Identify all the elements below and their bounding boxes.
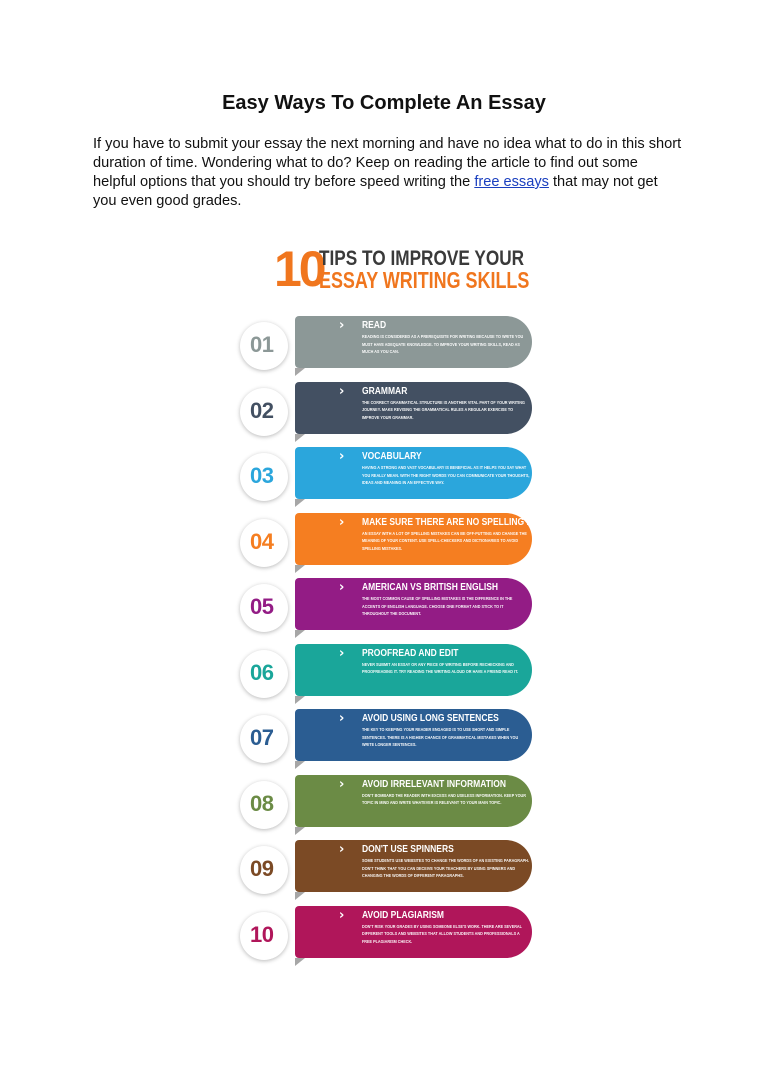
tip-title: READ: [362, 320, 387, 331]
tip-number: 04: [250, 528, 274, 554]
tip-title: MAKE SURE THERE ARE NO SPELLING MISTAKES: [362, 516, 570, 528]
tip-body: DON'T BOMBARD THE READER WITH EXCESS AND USELESS INFORMATION. KEEP YOUR TOPIC IN MIND AND WRITE WHATEVER IS RELEVANT TO YOUR MAIN TOPIC.: [362, 792, 526, 806]
tip-item: [240, 775, 535, 835]
infographic-header-number: 10: [274, 241, 324, 297]
chevron-right-icon: ›: [339, 907, 345, 923]
tip-ribbon-fold: [295, 827, 305, 835]
tip-ribbon-fold: [295, 565, 305, 573]
tip-number: 02: [250, 397, 274, 423]
tip-body: NEVER SUBMIT AN ESSAY OR ANY PIECE OF WRITING BEFORE RECHECKING AND PROOFREADING IT. TRY READING THE WRITING ALOUD OR HAVE A FRIEND READ IT.: [362, 661, 519, 675]
tip-body: DON'T RISK YOUR GRADES BY USING SOMEONE ELSE'S WORK. THERE ARE SEVERAL DIFFERENT TOOLS AND WEBSITES THAT ALLOW STUDENTS AND PROFESSIONALS A FREE PLAGIARISM CHECK.: [362, 923, 522, 944]
infographic-header-line1: TIPS TO IMPROVE YOUR: [319, 247, 525, 270]
chevron-right-icon: ›: [339, 514, 345, 530]
chevron-right-icon: ›: [339, 383, 345, 399]
tip-title: AVOID PLAGIARISM: [362, 909, 445, 921]
tip-title: AVOID USING LONG SENTENCES: [362, 713, 499, 724]
tip-item: [240, 906, 535, 966]
tip-number: 01: [250, 332, 274, 357]
tip-body: THE CORRECT GRAMMATICAL STRUCTURE IS ANOTHER VITAL PART OF YOUR WRITING JOURNEY. MAKE REVISING THE GRAMMATICAL RULES A REGULAR EXERCISE TO IMPROVE YOUR GRAMMAR.: [362, 399, 525, 420]
tip-body: SOME STUDENTS USE WEBSITES TO CHANGE THE WORDS OF AN EXISTING PARAGRAPH. DON'T THINK THAT YOU CAN DECEIVE YOUR TEACHERS BY USING SPINNERS AND CHANGING THE WORDS OF DIFFERENT PARAGRAPHS.: [362, 858, 529, 879]
tip-ribbon-fold: [295, 892, 305, 900]
tip-ribbon-fold: [295, 368, 305, 376]
infographic-header: [274, 241, 534, 298]
tip-title: PROOFREAD AND EDIT: [362, 647, 459, 659]
page-title: Easy Ways To Complete An Essay: [222, 92, 546, 114]
tip-ribbon-fold: [295, 958, 305, 966]
tip-number: 06: [250, 659, 274, 685]
tip-title: AVOID IRRELEVANT INFORMATION: [362, 778, 507, 790]
tip-title: DON'T USE SPINNERS: [362, 844, 454, 855]
tip-item: [240, 513, 570, 573]
chevron-right-icon: ›: [339, 318, 345, 333]
free-essays-link[interactable]: free essays: [474, 174, 549, 190]
tip-number: 05: [250, 594, 274, 619]
tip-number: 03: [250, 463, 274, 488]
intro-paragraph: [93, 135, 683, 211]
tip-body: THE KEY TO KEEPING YOUR READER ENGAGED IS TO USE SHORT AND SIMPLE SENTENCES. THERE IS A HIGHER CHANCE OF GRAMMATICAL MISTAKES WHEN YOU WRITE LONGER SENTENCES.: [362, 727, 519, 748]
tip-title: VOCABULARY: [362, 451, 422, 462]
tip-body: AN ESSAY WITH A LOT OF SPELLING MISTAKES CAN BE OFF-PUTTING AND CHANGE THE MEANING OF YOUR CONTENT. USE SPELL-CHECKERS AND DICTIONARIES TO AVOID SPELLING MISTAKES.: [362, 530, 527, 551]
chevron-right-icon: ›: [339, 776, 345, 792]
tip-item: [240, 447, 535, 507]
chevron-right-icon: ›: [339, 842, 345, 857]
tip-ribbon-fold: [295, 630, 305, 638]
tip-ribbon-fold: [295, 434, 305, 442]
tip-number: 10: [250, 921, 274, 947]
chevron-right-icon: ›: [339, 449, 345, 464]
tip-ribbon-fold: [295, 761, 305, 769]
intro-text-after-link: that may not get you even good grades.: [93, 174, 658, 209]
tip-title: GRAMMAR: [362, 385, 408, 397]
tip-item: [240, 382, 535, 442]
tip-body: HAVING A STRONG AND VAST VOCABULARY IS BENEFICIAL AS IT HELPS YOU SAY WHAT YOU REALLY MEAN. WITH THE RIGHT WORDS YOU CAN COMMUNICATE YOUR THOUGHTS, IDEAS AND MEANING IN AN EFFECTIVE WAY.: [362, 465, 530, 486]
tip-number: 08: [250, 790, 274, 816]
chevron-right-icon: ›: [339, 580, 345, 595]
tip-item: [240, 709, 535, 769]
tip-body: THE MOST COMMON CAUSE OF SPELLING MISTAKES IS THE DIFFERENCE IN THE ACCENTS OF ENGLISH LANGUAGE. CHOOSE ONE FORMAT AND STICK TO IT THROUGHOUT THE DOCUMENT.: [362, 596, 513, 617]
infographic-header-line2: ESSAY WRITING SKILLS: [319, 267, 530, 293]
tip-title: AMERICAN VS BRITISH ENGLISH: [362, 582, 499, 593]
tip-number: 07: [250, 725, 274, 750]
tip-item: [240, 578, 535, 638]
tip-body: READING IS CONSIDERED AS A PREREQUISITE FOR WRITING BECAUSE TO WRITE YOU MUST HAVE ADEQUATE KNOWLEDGE. TO IMPROVE YOUR WRITING SKILLS, READ AS MUCH AS YOU CAN.: [362, 334, 524, 355]
tip-item: [240, 316, 535, 376]
chevron-right-icon: ›: [339, 711, 345, 726]
tip-ribbon-fold: [295, 499, 305, 507]
tip-item: [240, 644, 535, 704]
chevron-right-icon: ›: [339, 645, 345, 661]
tip-number: 09: [250, 856, 274, 881]
tip-item: [240, 840, 535, 900]
intro-text-before-link: If you have to submit your essay the next morning and have no idea what to do in this short duration of time. Wondering what to do? Keep on reading the article to find out some helpful options that you should try before speed writing the: [93, 136, 682, 190]
tip-ribbon-fold: [295, 696, 305, 704]
